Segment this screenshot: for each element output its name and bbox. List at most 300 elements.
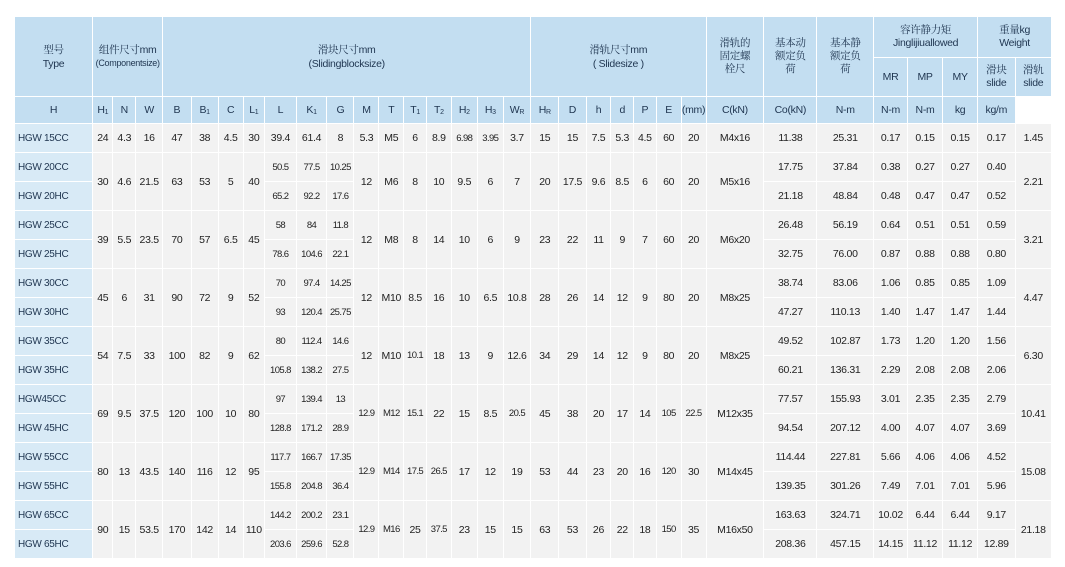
table-cell: 15 — [477, 501, 503, 559]
table-cell: 21.18 — [764, 182, 817, 211]
col-H2: $H_2$ — [451, 97, 477, 124]
table-cell: 20 — [681, 211, 706, 269]
table-cell: 15.08 — [1015, 443, 1052, 501]
col-L1: $L_1$ — [243, 97, 265, 124]
table-cell: 0.85 — [943, 269, 978, 298]
table-cell: 14 — [426, 211, 451, 269]
model-cell: HGW 55CC — [15, 443, 93, 472]
table-cell: 14.6 — [327, 327, 354, 356]
table-cell: 84 — [296, 211, 327, 240]
table-cell: 47.27 — [764, 298, 817, 327]
table-cell: 82 — [191, 327, 218, 385]
table-cell: 58 — [265, 211, 297, 240]
table-cell: 104.6 — [296, 240, 327, 269]
table-cell: 0.80 — [978, 240, 1015, 269]
table-cell: 5.3 — [354, 124, 379, 153]
table-cell: 4.07 — [907, 414, 942, 443]
table-cell: 0.48 — [874, 182, 908, 211]
table-cell: 20 — [611, 443, 634, 501]
table-cell: 23 — [586, 443, 611, 501]
col-d: d — [611, 97, 634, 124]
table-cell: 40 — [243, 153, 265, 211]
table-cell: 2.35 — [907, 385, 942, 414]
table-cell: 78.6 — [265, 240, 297, 269]
col-K1: $K_1$ — [296, 97, 327, 124]
table-cell: 0.17 — [874, 124, 908, 153]
table-cell: 138.2 — [296, 356, 327, 385]
table-cell: 39.4 — [265, 124, 297, 153]
table-cell: 14.25 — [327, 269, 354, 298]
col-B: B — [163, 97, 191, 124]
table-cell: 7.5 — [586, 124, 611, 153]
table-cell: 11.12 — [943, 530, 978, 559]
table-row — [15, 385, 1052, 414]
table-cell: 7.5 — [113, 327, 136, 385]
table-row — [15, 269, 1052, 298]
table-cell: 6.44 — [907, 501, 942, 530]
table-cell: 4.52 — [978, 443, 1015, 472]
table-cell: 20.5 — [503, 385, 530, 443]
table-cell: 8.5 — [477, 385, 503, 443]
table-cell: 14 — [218, 501, 243, 559]
table-cell: 7.49 — [874, 472, 908, 501]
table-cell: 9.17 — [978, 501, 1015, 530]
table-cell: 60 — [656, 153, 681, 211]
table-cell: 4.06 — [943, 443, 978, 472]
table-cell: 5 — [218, 153, 243, 211]
table-cell: M16x50 — [706, 501, 764, 559]
table-cell: 83.06 — [817, 269, 874, 298]
table-cell: 140 — [163, 443, 191, 501]
linear-guide-spec-table — [14, 16, 1052, 559]
mr-header: MR — [874, 58, 908, 97]
table-cell: M6 — [379, 153, 404, 211]
table-cell: 117.7 — [265, 443, 297, 472]
col-W: W — [136, 97, 163, 124]
model-cell: HGW 15CC — [15, 124, 93, 153]
table-cell: 171.2 — [296, 414, 327, 443]
table-cell: M5x16 — [706, 153, 764, 211]
table-row — [15, 211, 1052, 240]
model-cell: HGW 30CC — [15, 269, 93, 298]
col-WR: $W_R$ — [503, 97, 530, 124]
table-cell: 9 — [477, 327, 503, 385]
weight-rail-header: 滑轨 slide — [1015, 58, 1052, 97]
table-cell: 90 — [163, 269, 191, 327]
table-cell: 2.29 — [874, 356, 908, 385]
table-cell: 1.47 — [907, 298, 942, 327]
model-cell: HGW 65HC — [15, 530, 93, 559]
table-cell: M10 — [379, 269, 404, 327]
sliding-block-size-header: 滑块尺寸mm (Slidingblocksize) — [163, 17, 531, 97]
table-cell: 1.20 — [907, 327, 942, 356]
table-cell: 227.81 — [817, 443, 874, 472]
table-cell: M14x45 — [706, 443, 764, 501]
model-cell: HGW 65CC — [15, 501, 93, 530]
table-cell: 136.31 — [817, 356, 874, 385]
mp-header: MP — [907, 58, 942, 97]
col-H: H — [15, 97, 93, 124]
table-cell: 1.47 — [943, 298, 978, 327]
table-cell: 110.13 — [817, 298, 874, 327]
table-cell: 30 — [681, 443, 706, 501]
table-cell: 100 — [191, 385, 218, 443]
table-cell: 17 — [451, 443, 477, 501]
table-cell: 80 — [93, 443, 113, 501]
weight-block-header: 滑块 slide — [978, 58, 1015, 97]
table-cell: 38 — [191, 124, 218, 153]
table-cell: 60.21 — [764, 356, 817, 385]
table-cell: 25.75 — [327, 298, 354, 327]
col-L: L — [265, 97, 297, 124]
table-cell: 170 — [163, 501, 191, 559]
table-cell: 20 — [586, 385, 611, 443]
table-cell: 5.5 — [113, 211, 136, 269]
table-cell: 2.06 — [978, 356, 1015, 385]
table-row — [15, 327, 1052, 356]
table-cell: 6 — [404, 124, 427, 153]
table-cell: 1.20 — [943, 327, 978, 356]
col-C: C — [218, 97, 243, 124]
table-cell: 4.06 — [907, 443, 942, 472]
table-cell: 0.47 — [907, 182, 942, 211]
table-cell: 53 — [559, 501, 586, 559]
table-cell: 14 — [586, 269, 611, 327]
table-cell: 63 — [531, 501, 559, 559]
table-cell: 22 — [559, 211, 586, 269]
my-header: MY — [943, 58, 978, 97]
col-P: P — [634, 97, 657, 124]
table-cell: 29 — [559, 327, 586, 385]
table-cell: 33 — [136, 327, 163, 385]
table-cell: 97 — [265, 385, 297, 414]
table-cell: 37.84 — [817, 153, 874, 182]
table-cell: 22.1 — [327, 240, 354, 269]
model-cell: HGW 45HC — [15, 414, 93, 443]
table-cell: 28 — [531, 269, 559, 327]
table-cell: 7 — [503, 153, 530, 211]
table-cell: 0.85 — [907, 269, 942, 298]
table-cell: 0.27 — [943, 153, 978, 182]
table-cell: 17.5 — [559, 153, 586, 211]
table-cell: 105.8 — [265, 356, 297, 385]
table-cell: 112.4 — [296, 327, 327, 356]
table-cell: 12.6 — [503, 327, 530, 385]
table-cell: 155.8 — [265, 472, 297, 501]
table-cell: 204.8 — [296, 472, 327, 501]
table-cell: 1.56 — [978, 327, 1015, 356]
table-cell: 15 — [531, 124, 559, 153]
table-cell: 10.41 — [1015, 385, 1052, 443]
table-cell: 49.52 — [764, 327, 817, 356]
table-cell: 26.5 — [426, 443, 451, 501]
table-cell: 20 — [531, 153, 559, 211]
table-cell: 12 — [354, 327, 379, 385]
table-cell: 11.8 — [327, 211, 354, 240]
table-cell: 259.6 — [296, 530, 327, 559]
table-cell: 18 — [634, 501, 657, 559]
table-cell: 70 — [265, 269, 297, 298]
weight-header: 重量kg Weight — [978, 17, 1052, 58]
table-cell: 150 — [656, 501, 681, 559]
table-cell: 53 — [191, 153, 218, 211]
table-cell: 9.5 — [113, 385, 136, 443]
table-cell: 17.6 — [327, 182, 354, 211]
table-cell: 23.5 — [136, 211, 163, 269]
table-cell: 0.51 — [907, 211, 942, 240]
table-cell: 114.44 — [764, 443, 817, 472]
table-cell: 102.87 — [817, 327, 874, 356]
table-cell: M10 — [379, 327, 404, 385]
component-size-header: 组件尺寸mm (Componentsize) — [93, 17, 163, 97]
table-cell: M8x25 — [706, 269, 764, 327]
table-cell: 21.18 — [1015, 501, 1052, 559]
table-cell: 120.4 — [296, 298, 327, 327]
table-cell: 44 — [559, 443, 586, 501]
table-cell: 17.5 — [404, 443, 427, 501]
table-cell: 207.12 — [817, 414, 874, 443]
table-cell: 1.45 — [1015, 124, 1052, 153]
table-cell: 4.07 — [943, 414, 978, 443]
table-cell: 166.7 — [296, 443, 327, 472]
table-cell: 0.17 — [978, 124, 1015, 153]
table-cell: 26.48 — [764, 211, 817, 240]
model-cell: HGW 30HC — [15, 298, 93, 327]
table-cell: 80 — [243, 385, 265, 443]
table-cell: 6 — [634, 153, 657, 211]
slide-size-header: 滑轨尺寸mm ( Slidesize ) — [531, 17, 706, 97]
table-cell: 18 — [426, 327, 451, 385]
col-T2: $T_2$ — [426, 97, 451, 124]
table-cell: 23 — [531, 211, 559, 269]
table-cell: 8.5 — [611, 153, 634, 211]
table-cell: 8 — [404, 211, 427, 269]
table-cell: 10.1 — [404, 327, 427, 385]
model-cell: HGW 35HC — [15, 356, 93, 385]
table-row — [15, 443, 1052, 472]
table-cell: 163.63 — [764, 501, 817, 530]
table-cell: 128.8 — [265, 414, 297, 443]
table-cell: 12 — [354, 211, 379, 269]
table-cell: 5.96 — [978, 472, 1015, 501]
table-cell: 2.35 — [943, 385, 978, 414]
table-cell: 6.5 — [477, 269, 503, 327]
table-cell: 10.8 — [503, 269, 530, 327]
model-cell: HGW 20CC — [15, 153, 93, 182]
table-cell: 3.95 — [477, 124, 503, 153]
spec-table-container — [14, 16, 1052, 559]
table-row — [15, 124, 1052, 153]
table-cell: 36.4 — [327, 472, 354, 501]
table-cell: 9 — [218, 269, 243, 327]
static-moment-header: 容许静力矩 Jinglijiuallowed — [874, 17, 978, 58]
table-cell: 110 — [243, 501, 265, 559]
table-cell: M12x35 — [706, 385, 764, 443]
table-cell: 5.66 — [874, 443, 908, 472]
table-cell: 11.12 — [907, 530, 942, 559]
col-B1: $B_1$ — [191, 97, 218, 124]
table-cell: 16 — [634, 443, 657, 501]
table-cell: 301.26 — [817, 472, 874, 501]
table-cell: 6.44 — [943, 501, 978, 530]
table-cell: 39 — [93, 211, 113, 269]
table-cell: 62 — [243, 327, 265, 385]
table-cell: 17.75 — [764, 153, 817, 182]
table-cell: 144.2 — [265, 501, 297, 530]
table-cell: 94.54 — [764, 414, 817, 443]
table-cell: 95 — [243, 443, 265, 501]
col-mr-unit: N-m — [817, 97, 874, 124]
table-cell: 6 — [113, 269, 136, 327]
table-cell: 52 — [243, 269, 265, 327]
table-cell: 24 — [93, 124, 113, 153]
table-cell: 53 — [531, 443, 559, 501]
table-cell: 139.4 — [296, 385, 327, 414]
table-cell: 60 — [656, 211, 681, 269]
table-cell: 7.01 — [943, 472, 978, 501]
table-cell: 43.5 — [136, 443, 163, 501]
table-cell: 54 — [93, 327, 113, 385]
table-cell: 35 — [681, 501, 706, 559]
table-cell: 155.93 — [817, 385, 874, 414]
table-cell: 0.15 — [943, 124, 978, 153]
table-cell: 15 — [559, 124, 586, 153]
table-cell: 0.47 — [943, 182, 978, 211]
table-cell: 13 — [113, 443, 136, 501]
table-cell: M8 — [379, 211, 404, 269]
table-cell: 1.73 — [874, 327, 908, 356]
col-T1: $T_1$ — [404, 97, 427, 124]
table-cell: 80 — [265, 327, 297, 356]
table-cell: 9 — [634, 327, 657, 385]
table-cell: 63 — [163, 153, 191, 211]
table-cell: 15 — [113, 501, 136, 559]
table-cell: M14 — [379, 443, 404, 501]
col-c-unit: C(kN) — [706, 97, 764, 124]
table-cell: 0.64 — [874, 211, 908, 240]
table-cell: M16 — [379, 501, 404, 559]
table-cell: 34 — [531, 327, 559, 385]
table-cell: 0.40 — [978, 153, 1015, 182]
table-cell: 0.87 — [874, 240, 908, 269]
table-cell: 14 — [586, 327, 611, 385]
dynamic-load-header: 基本动 额定负 荷 — [764, 17, 817, 97]
table-cell: 10.02 — [874, 501, 908, 530]
table-cell: 38 — [559, 385, 586, 443]
table-cell: 0.15 — [907, 124, 942, 153]
table-cell: 12 — [354, 269, 379, 327]
table-cell: 22 — [426, 385, 451, 443]
table-cell: 20 — [681, 269, 706, 327]
table-cell: 4.00 — [874, 414, 908, 443]
table-cell: 92.2 — [296, 182, 327, 211]
table-cell: 12.9 — [354, 385, 379, 443]
table-cell: 70 — [163, 211, 191, 269]
table-cell: 6 — [477, 211, 503, 269]
table-cell: 7.01 — [907, 472, 942, 501]
table-cell: 30 — [243, 124, 265, 153]
table-cell: 32.75 — [764, 240, 817, 269]
table-cell: 45 — [531, 385, 559, 443]
table-cell: 23.1 — [327, 501, 354, 530]
table-cell: 1.09 — [978, 269, 1015, 298]
col-M: M — [354, 97, 379, 124]
col-HR: $H_R$ — [531, 97, 559, 124]
table-cell: 120 — [163, 385, 191, 443]
table-cell: 20 — [681, 153, 706, 211]
table-cell: 25.31 — [817, 124, 874, 153]
col-bolt-unit: (mm) — [681, 97, 706, 124]
table-cell: 3.01 — [874, 385, 908, 414]
table-cell: 45 — [93, 269, 113, 327]
table-cell: 5.3 — [611, 124, 634, 153]
table-cell: 116 — [191, 443, 218, 501]
table-cell: 3.69 — [978, 414, 1015, 443]
table-cell: 80 — [656, 327, 681, 385]
col-T: T — [379, 97, 404, 124]
static-load-header: 基本静 额定负 荷 — [817, 17, 874, 97]
table-cell: 47 — [163, 124, 191, 153]
table-cell: 19 — [503, 443, 530, 501]
table-cell: 16 — [136, 124, 163, 153]
table-cell: 12.9 — [354, 501, 379, 559]
table-cell: 3.7 — [503, 124, 530, 153]
col-h: h — [586, 97, 611, 124]
table-cell: 10 — [218, 385, 243, 443]
table-cell: 12 — [477, 443, 503, 501]
table-cell: 90 — [93, 501, 113, 559]
table-cell: 45 — [243, 211, 265, 269]
table-cell: 28.9 — [327, 414, 354, 443]
type-header: 型号 Type — [15, 17, 93, 97]
table-cell: 52.8 — [327, 530, 354, 559]
spec-table-body — [15, 124, 1052, 559]
col-D: D — [559, 97, 586, 124]
table-cell: 9 — [218, 327, 243, 385]
table-cell: 0.52 — [978, 182, 1015, 211]
col-kg-unit: kg — [943, 97, 978, 124]
table-cell: 14.15 — [874, 530, 908, 559]
model-cell: HGW 55HC — [15, 472, 93, 501]
table-row — [15, 153, 1052, 182]
table-cell: 0.51 — [943, 211, 978, 240]
table-cell: 65.2 — [265, 182, 297, 211]
table-cell: 3.21 — [1015, 211, 1052, 269]
table-cell: 6.5 — [218, 211, 243, 269]
table-cell: 50.5 — [265, 153, 297, 182]
table-cell: 80 — [656, 269, 681, 327]
table-cell: 11 — [586, 211, 611, 269]
table-cell: 1.06 — [874, 269, 908, 298]
table-cell: 37.5 — [136, 385, 163, 443]
table-cell: 13 — [327, 385, 354, 414]
model-cell: HGW 25CC — [15, 211, 93, 240]
table-cell: 31 — [136, 269, 163, 327]
table-cell: 76.00 — [817, 240, 874, 269]
table-cell: 9.6 — [586, 153, 611, 211]
col-c0-unit: Co(kN) — [764, 97, 817, 124]
model-cell: HGW 35CC — [15, 327, 93, 356]
table-cell: 324.71 — [817, 501, 874, 530]
col-G: G — [327, 97, 354, 124]
table-cell: 2.08 — [943, 356, 978, 385]
table-cell: 6 — [477, 153, 503, 211]
table-cell: 38.74 — [764, 269, 817, 298]
table-cell: 23 — [451, 501, 477, 559]
table-cell: 27.5 — [327, 356, 354, 385]
table-cell: 22.5 — [681, 385, 706, 443]
table-cell: 9 — [611, 211, 634, 269]
